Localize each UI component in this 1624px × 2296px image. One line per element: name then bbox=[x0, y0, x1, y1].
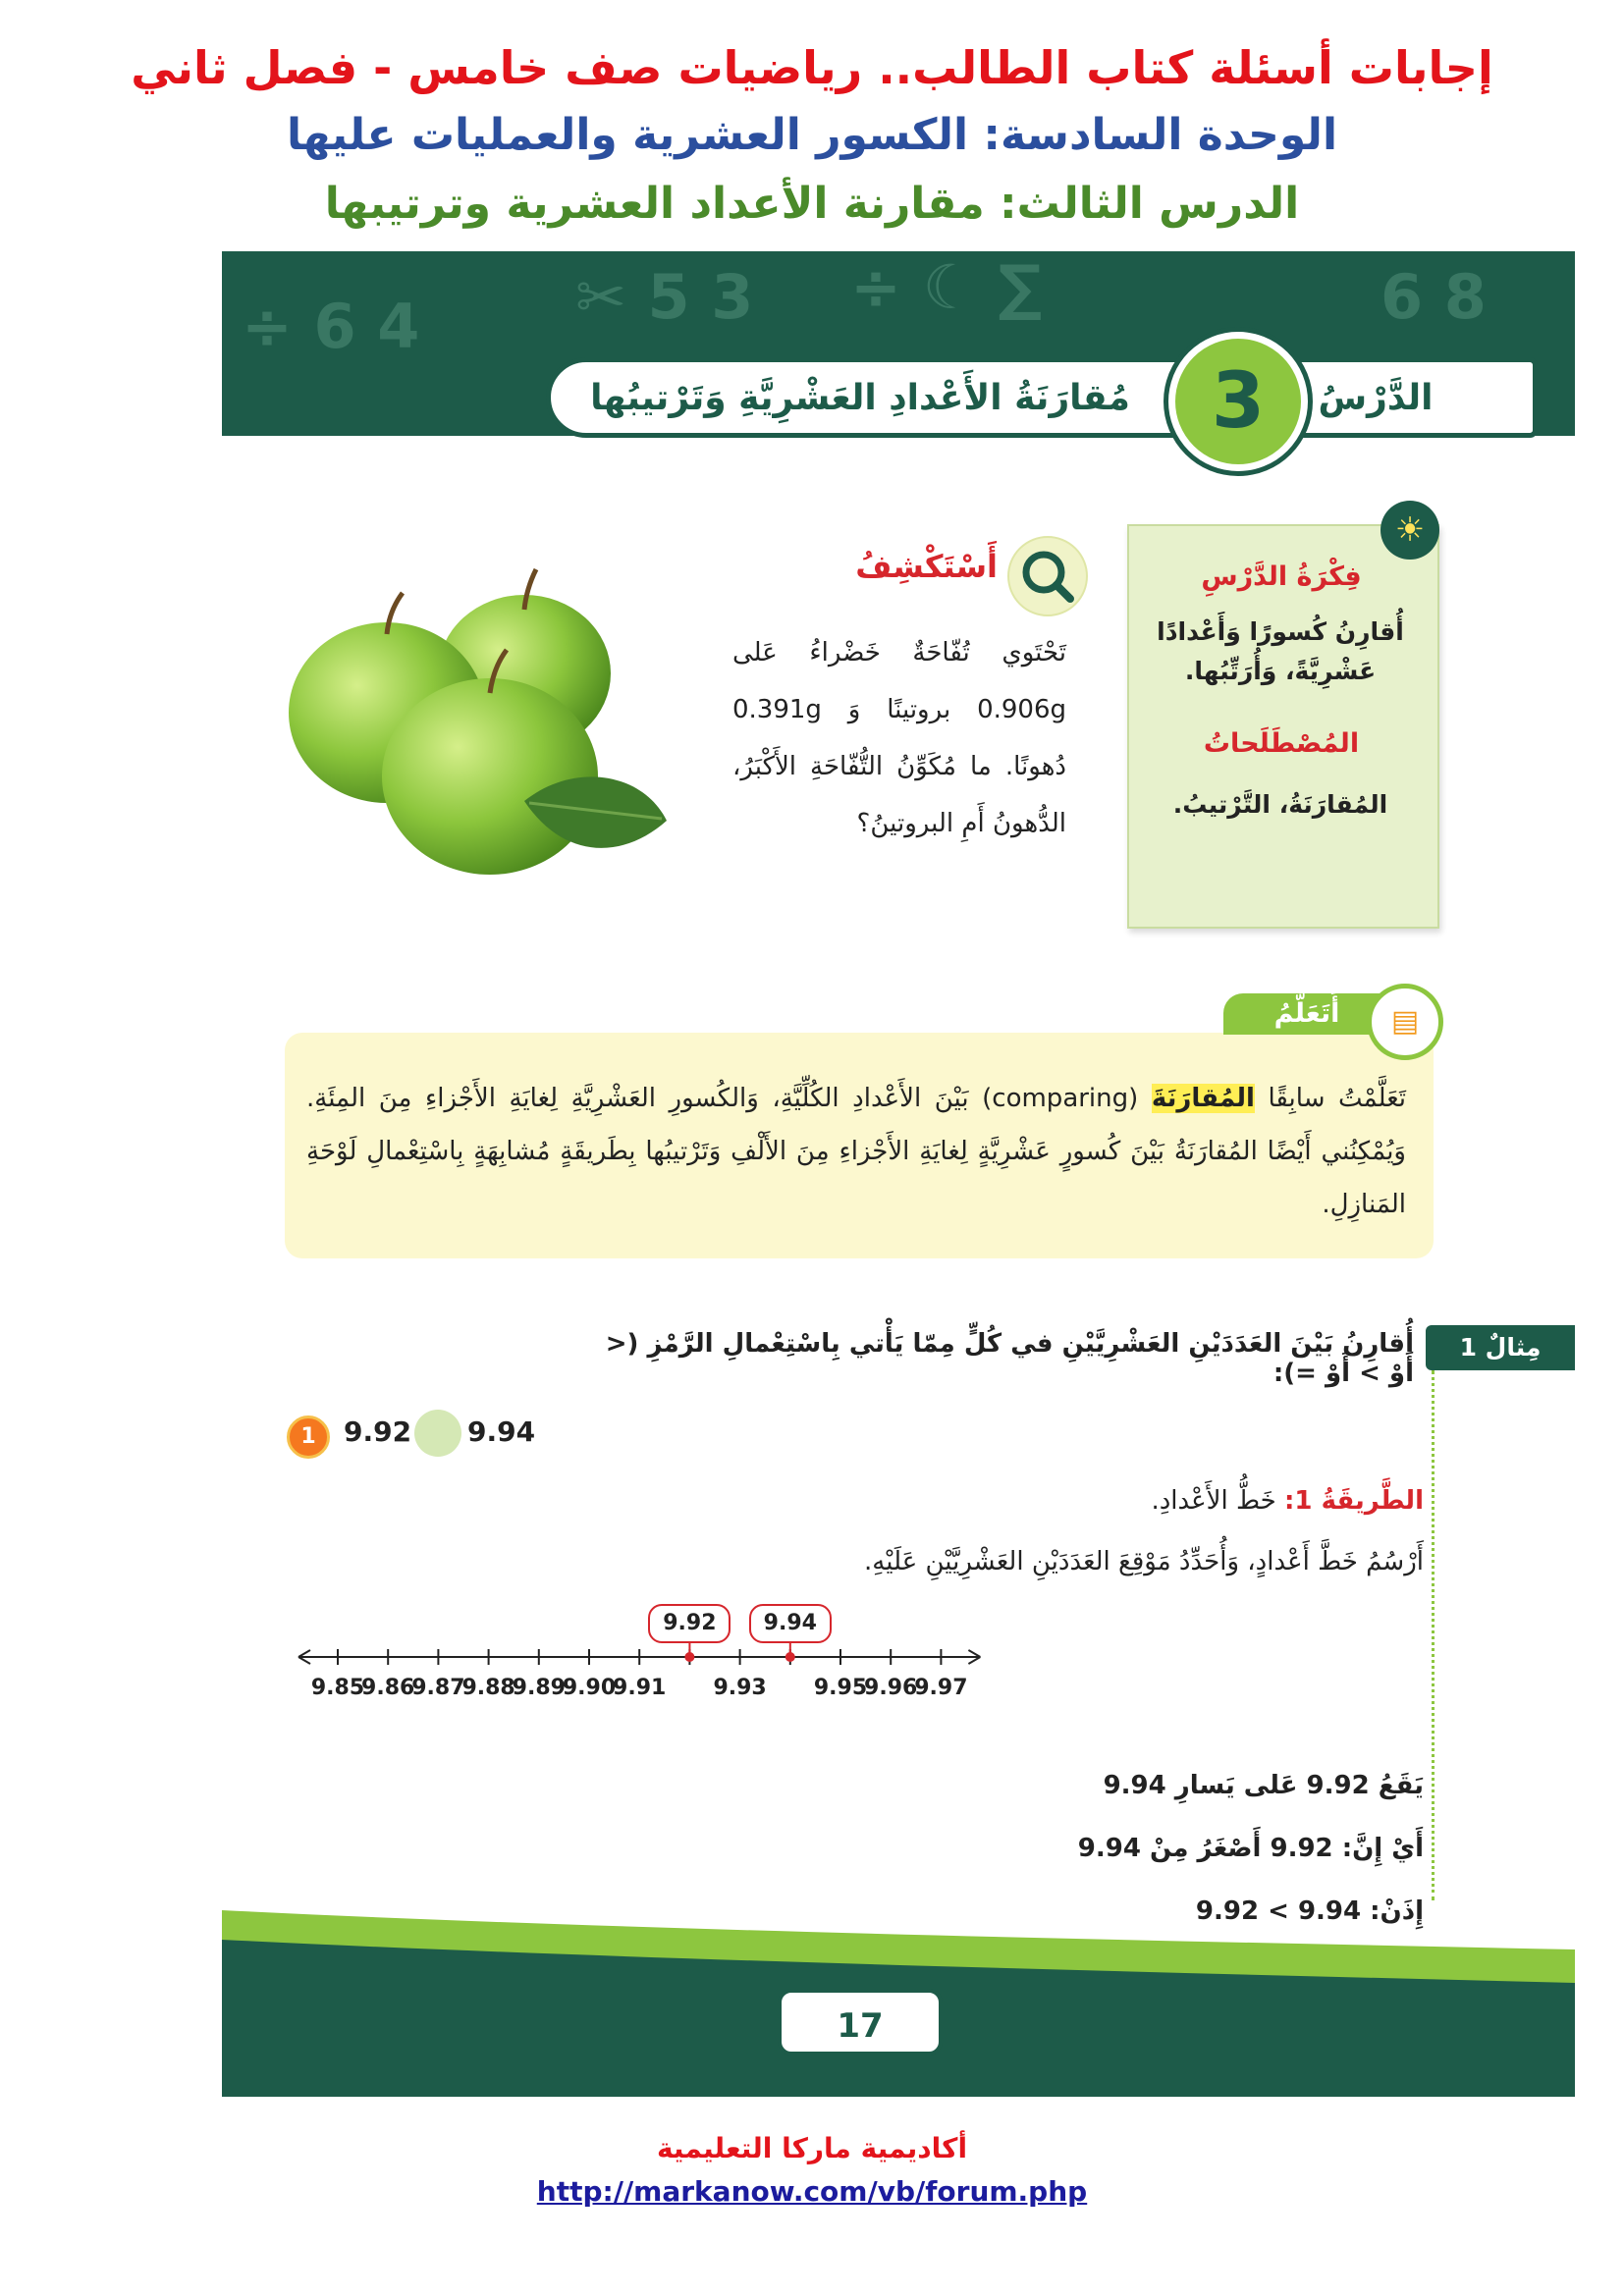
learn-text-part1: تَعَلَّمْتُ سابِقًا bbox=[1254, 1084, 1406, 1113]
textbook-page bbox=[222, 251, 1575, 2097]
terms-heading: المُصْطَلَحاتُ bbox=[1203, 728, 1360, 759]
number-line-tick-label: 9.87 bbox=[411, 1676, 465, 1700]
number-line-tick-label: 9.91 bbox=[613, 1676, 667, 1700]
number-line-tick-label: 9.93 bbox=[713, 1676, 767, 1700]
number-line bbox=[222, 251, 1575, 2097]
number-line-point bbox=[785, 1652, 795, 1662]
idea-heading: فِكْرَةُ الدَّرْسِ bbox=[1201, 561, 1362, 592]
number-line-tick-label: 9.96 bbox=[864, 1676, 918, 1700]
explore-body: تَحْتَوي تُفّاحَةٌ خَضْراءُ عَلى 0.906g بروتينًا وَ 0.391g دُهونًا. ما مُكَوِّنُ التُّفّاحَةِ الأَكْبَرُ، الدُّهونُ أَمِ البروتينُ؟ bbox=[732, 638, 1066, 838]
footer-credit: أكاديمية ماركا التعليمية bbox=[656, 2132, 968, 2164]
example-tab: مِثالٌ 1 bbox=[1426, 1325, 1575, 1370]
method-name: خَطُّ الأَعْدادِ. bbox=[1151, 1486, 1276, 1516]
conclusion-1: يَقَعُ 9.92 عَلى يَسارِ 9.94 bbox=[1103, 1771, 1424, 1800]
number-line-tick-label: 9.89 bbox=[512, 1676, 566, 1700]
right-value: 9.94 bbox=[467, 1415, 536, 1448]
method-label: الطَّريقَةُ 1: bbox=[1284, 1486, 1424, 1516]
decor-digit-icon: 4 6 ÷ bbox=[242, 291, 420, 362]
number-line-tick-label: 9.95 bbox=[813, 1676, 868, 1700]
number-line-tick-label: 9.86 bbox=[361, 1676, 415, 1700]
conclusion-3: إِذَنْ: 9.94 > 9.92 bbox=[1195, 1896, 1424, 1926]
keyword-highlight: المُقارَنَةَ bbox=[1151, 1084, 1255, 1113]
number-line-point bbox=[684, 1652, 694, 1662]
lesson-number-badge: 3 bbox=[1168, 332, 1308, 471]
header-title: إجابات أسئلة كتاب الطالب.. رياضيات صف خامس - فصل ثاني bbox=[131, 41, 1493, 94]
number-line-tick-label: 9.88 bbox=[461, 1676, 515, 1700]
decor-digit-icon: 3 5 ✂ bbox=[575, 261, 754, 333]
left-value: 9.92 bbox=[344, 1415, 412, 1448]
idea-text: أُقارِنُ كُسورًا وَأَعْدادًا عَشْرِيَّةً، وَأُرَتِّبُها. bbox=[1157, 617, 1404, 685]
number-line-marker-label: 9.94 bbox=[749, 1604, 832, 1643]
decor-symbols-icon: ∑ ☾ ÷ bbox=[850, 251, 1043, 323]
method-step: أَرْسُمُ خَطَّ أَعْدادٍ، وَأُحَدِّدُ مَوْقِعَ العَدَدَيْنِ العَشْرِيَّيْنِ عَلَيْهِ. bbox=[864, 1547, 1424, 1576]
open-book-icon: ▤ bbox=[1367, 984, 1443, 1060]
footer-link[interactable]: http://markanow.com/vb/forum.php bbox=[536, 2175, 1088, 2208]
number-line-tick-label: 9.85 bbox=[310, 1676, 365, 1700]
number-line-tick-label: 9.90 bbox=[562, 1676, 617, 1700]
lightbulb-icon: ☀ bbox=[1380, 501, 1439, 560]
lesson-heading: الدرس الثالث: مقارنة الأعداد العشرية وترتيبها bbox=[324, 179, 1300, 229]
lesson-word: الدَّرْسُ bbox=[1318, 378, 1434, 418]
page-number: 17 bbox=[778, 1989, 943, 2056]
conclusion-2: أَيْ إِنَّ: 9.92 أَصْغَرُ مِنْ 9.94 bbox=[1077, 1834, 1424, 1863]
number-line-tick-label: 9.97 bbox=[914, 1676, 968, 1700]
learn-text-part2: (comparing) بَيْنَ الأَعْدادِ الكُلِّيَّةِ، وَالكُسورِ العَشْرِيَّةِ لِغايَةِ الأَجْزاءِ مِنَ المِئَةِ. وَيُمْكِنُني أَيْضًا المُقارَنَةُ بَيْنَ كُسورٍ عَشْرِيَّةٍ لِغايَةِ الأَجْزاءِ مِنَ الأَلْفِ وَتَرْتيبُها بِطَريقَةٍ مُشابِهَةٍ بِاسْتِعْمالِ لَوْحَةِ المَنازِلِ. bbox=[306, 1084, 1406, 1219]
question-number-badge: 1 bbox=[287, 1415, 330, 1459]
lesson-title: مُقارَنَةُ الأَعْدادِ العَشْرِيَّةِ وَتَرْتيبُها bbox=[590, 378, 1130, 418]
example-instruction: أُقارِنُ بَيْنَ العَدَدَيْنِ العَشْرِيَّيْنِ في كُلٍّ مِمّا يَأْتي بِاسْتِعْمالِ الرَّمْزِ (< أَوْ > أَوْ =): bbox=[605, 1329, 1414, 1388]
unit-title: الوحدة السادسة: الكسور العشرية والعمليات عليها bbox=[286, 110, 1338, 160]
explore-title: أَسْتَكْشِفُ bbox=[855, 548, 998, 585]
learn-tab: أَتَعَلَّمُ bbox=[1223, 993, 1390, 1035]
number-line-marker-label: 9.92 bbox=[648, 1604, 731, 1643]
terms-text: المُقارَنَةُ، التَّرْتيبُ. bbox=[1172, 790, 1388, 819]
decor-digit-icon: 8 6 bbox=[1380, 261, 1487, 333]
